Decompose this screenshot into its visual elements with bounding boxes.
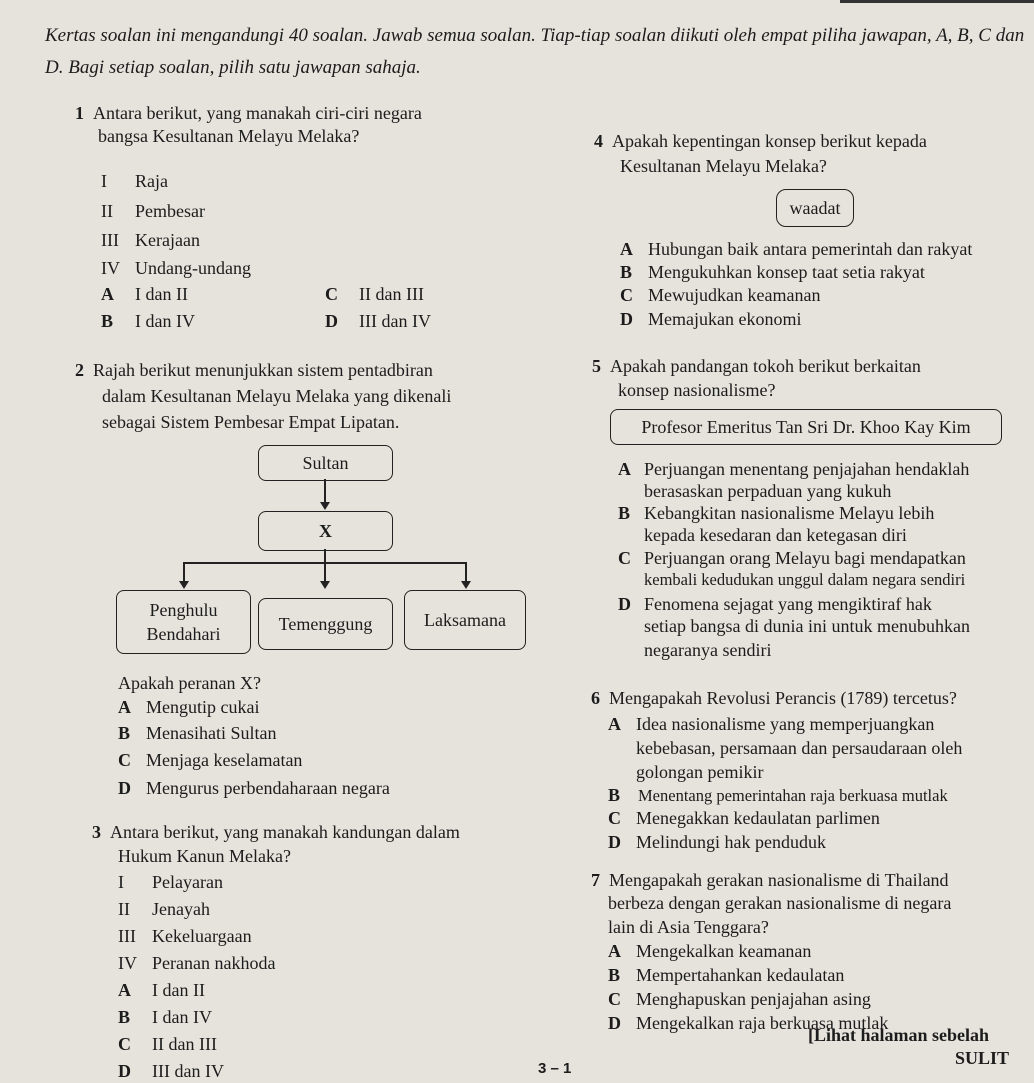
q6-option-a[interactable]: A Idea nasionalisme yang memperjuangkan: [608, 714, 935, 734]
arrow-down-icon: [320, 581, 330, 589]
arrow-down-icon: [320, 502, 330, 510]
box-penghulu-bendahari: Penghulu Bendahari: [116, 590, 251, 654]
q3-option-d[interactable]: D III dan IV: [118, 1061, 224, 1081]
q5-option-c[interactable]: C Perjuangan orang Melayu bagi mendapatkan: [618, 548, 966, 568]
q2-option-a[interactable]: A Mengutip cukai: [118, 697, 260, 717]
q3-item-2: II Jenayah: [118, 899, 210, 919]
q6-option-d[interactable]: D Melindungi hak penduduk: [608, 832, 826, 852]
q6-option-a-line3: golongan pemikir: [636, 762, 764, 782]
arrow-down-icon: [179, 581, 189, 589]
sulit-label: SULIT: [955, 1048, 1010, 1068]
q4-stem-line1: 4 Apakah kepentingan konsep berikut kepada: [594, 131, 927, 151]
box-sultan: Sultan: [258, 445, 393, 481]
q1-option-b[interactable]: B I dan IV: [101, 311, 195, 331]
q1-option-d[interactable]: D III dan IV: [325, 311, 431, 331]
q3-item-1: I Pelayaran: [118, 872, 223, 892]
q1-option-a[interactable]: A I dan II: [101, 284, 188, 304]
q2-ask: Apakah peranan X?: [118, 673, 261, 693]
q1-item-1: I Raja: [101, 171, 168, 191]
q5-stem-line2: konsep nasionalisme?: [618, 380, 776, 400]
q6-option-a-line2: kebebasan, persamaan dan persaudaraan oleh: [636, 738, 963, 758]
q1-item-4: IV Undang-undang: [101, 258, 251, 278]
box-x: X: [258, 511, 393, 551]
connector: [324, 562, 326, 582]
q5-option-d[interactable]: D Fenomena sejagat yang mengiktiraf hak: [618, 594, 932, 614]
q5-option-d-line3: negaranya sendiri: [644, 640, 772, 660]
q4-option-c[interactable]: C Mewujudkan keamanan: [620, 285, 821, 305]
q4-option-a[interactable]: A Hubungan baik antara pemerintah dan rakyat: [620, 239, 973, 259]
q5-option-b-line2: kepada kesedaran dan ketegasan diri: [644, 525, 907, 545]
q5-stem-line1: 5 Apakah pandangan tokoh berikut berkaitan: [592, 356, 921, 376]
q1-stem-line2: bangsa Kesultanan Melayu Melaka?: [98, 126, 360, 146]
box-temenggung: Temenggung: [258, 598, 393, 650]
next-page-note: [Lihat halaman sebelah: [808, 1025, 990, 1045]
q7-option-b[interactable]: B Mempertahankan kedaulatan: [608, 965, 845, 985]
q7-stem-line2: berbeza dengan gerakan nasionalisme di negara: [608, 893, 952, 913]
q1-item-3: III Kerajaan: [101, 230, 200, 250]
q5-option-d-line2: setiap bangsa di dunia ini untuk menubuhkan: [644, 616, 970, 636]
q2-option-c[interactable]: C Menjaga keselamatan: [118, 750, 303, 770]
q2-stem-line3: sebagai Sistem Pembesar Empat Lipatan.: [102, 412, 400, 432]
connector: [183, 562, 185, 582]
q7-option-a[interactable]: A Mengekalkan keamanan: [608, 941, 812, 961]
q2-stem-line2: dalam Kesultanan Melayu Melaka yang dikenali: [102, 386, 452, 406]
q6-stem-line1: 6 Mengapakah Revolusi Perancis (1789) tercetus?: [591, 688, 957, 708]
q5-option-a[interactable]: A Perjuangan menentang penjajahan hendaklah: [618, 459, 970, 479]
q5-option-a-line2: berasaskan perpaduan yang kukuh: [644, 481, 892, 501]
page-number: 3 – 1: [538, 1060, 572, 1077]
q3-stem-line2: Hukum Kanun Melaka?: [118, 846, 291, 866]
q3-item-4: IV Peranan nakhoda: [118, 953, 276, 973]
q4-concept-box: waadat: [776, 189, 854, 227]
q5-figure-box: Profesor Emeritus Tan Sri Dr. Khoo Kay Kim: [610, 409, 1002, 445]
connector: [465, 562, 467, 582]
q3-option-c[interactable]: C II dan III: [118, 1034, 217, 1054]
header-rule: [840, 0, 1034, 15]
q4-stem-line2: Kesultanan Melayu Melaka?: [620, 156, 827, 176]
q5-option-b[interactable]: B Kebangkitan nasionalisme Melayu lebih: [618, 503, 935, 523]
connector: [324, 549, 326, 563]
q4-option-b[interactable]: B Mengukuhkan konsep taat setia rakyat: [620, 262, 925, 282]
q3-option-b[interactable]: B I dan IV: [118, 1007, 212, 1027]
box-laksamana: Laksamana: [404, 590, 526, 650]
q3-item-3: III Kekeluargaan: [118, 926, 252, 946]
q4-option-d[interactable]: D Memajukan ekonomi: [620, 309, 802, 329]
q2-option-b[interactable]: B Menasihati Sultan: [118, 723, 277, 743]
q7-stem-line1: 7 Mengapakah gerakan nasionalisme di Thailand: [591, 870, 949, 890]
q2-stem-line1: 2 Rajah berikut menunjukkan sistem pentadbiran: [75, 360, 433, 380]
instructions: Kertas soalan ini mengandungi 40 soalan. Jawab semua soalan. Tiap-tiap soalan diikuti oleh empat piliha jawapan, A, B, C dan D. Bagi setiap soalan, pilih satu jawapan sahaja.: [45, 25, 1025, 78]
q7-stem-line3: lain di Asia Tenggara?: [608, 917, 769, 937]
q7-option-d[interactable]: D Mengekalkan raja berkuasa mutlak: [608, 1013, 889, 1033]
q1-stem-line1: 1 Antara berikut, yang manakah ciri-ciri negara: [75, 103, 422, 123]
q2-option-d[interactable]: D Mengurus perbendaharaan negara: [118, 778, 390, 798]
q6-option-b[interactable]: B Menentang pemerintahan raja berkuasa mutlak: [608, 785, 948, 805]
q1-item-2: II Pembesar: [101, 201, 205, 221]
q1-option-c[interactable]: C II dan III: [325, 284, 424, 304]
arrow-down-icon: [461, 581, 471, 589]
q6-option-c[interactable]: C Menegakkan kedaulatan parlimen: [608, 808, 880, 828]
q3-stem-line1: 3 Antara berikut, yang manakah kandungan dalam: [92, 822, 460, 842]
q5-option-c-line2: kembali kedudukan unggul dalam negara sendiri: [644, 570, 966, 589]
q3-option-a[interactable]: A I dan II: [118, 980, 205, 1000]
connector: [324, 479, 326, 503]
q7-option-c[interactable]: C Menghapuskan penjajahan asing: [608, 989, 871, 1009]
